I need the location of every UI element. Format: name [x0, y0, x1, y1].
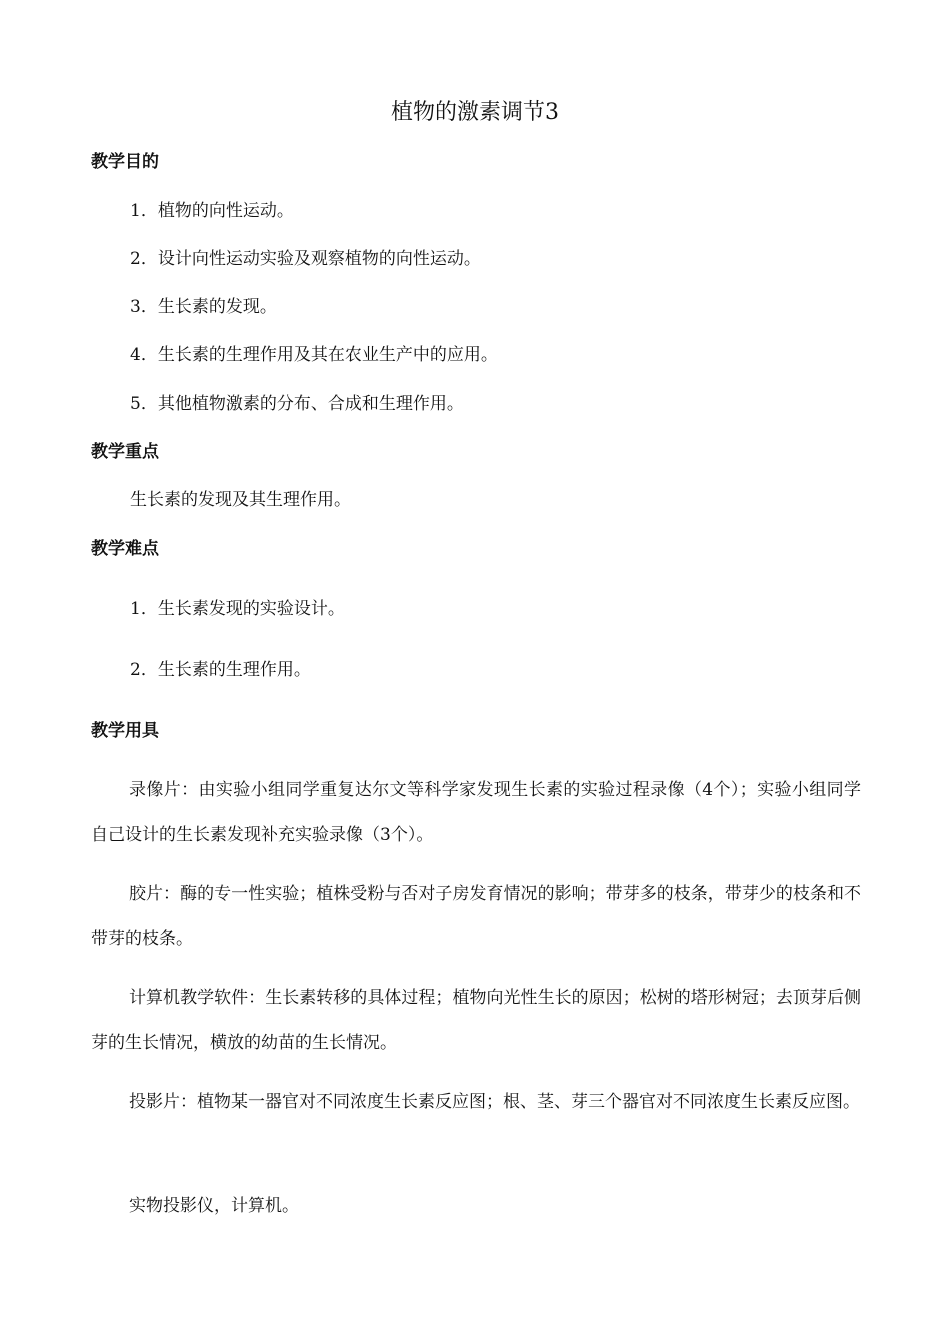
- objective-item-1: 1．植物的向性运动。: [130, 201, 294, 221]
- difficulty-item-1: 1．生长素发现的实验设计。: [130, 599, 345, 619]
- section-heading-difficulties: 教学难点: [91, 539, 159, 559]
- objective-item-2: 2．设计向性运动实验及观察植物的向性运动。: [130, 249, 481, 269]
- objective-item-5: 5．其他植物激素的分布、合成和生理作用。: [130, 394, 464, 414]
- section-heading-tools: 教学用具: [91, 721, 159, 741]
- key-points-text: 生长素的发现及其生理作用。: [130, 490, 351, 510]
- section-heading-objectives: 教学目的: [91, 152, 159, 172]
- tools-paragraph-4: 投影片：植物某一器官对不同浓度生长素反应图；根、茎、芽三个器官对不同浓度生长素反应图。: [129, 1092, 860, 1112]
- objective-item-4: 4．生长素的生理作用及其在农业生产中的应用。: [130, 345, 498, 365]
- document-title: 植物的激素调节3: [391, 100, 559, 125]
- tools-paragraph-3: 计算机教学软件：生长素转移的具体过程；植物向光性生长的原因；松树的塔形树冠；去顶芽后侧芽的生长情况，横放的幼苗的生长情况。: [91, 988, 861, 1053]
- tools-paragraph-5: 实物投影仪，计算机。: [129, 1196, 299, 1216]
- tools-paragraph-2: 胶片：酶的专一性实验；植株受粉与否对子房发育情况的影响；带芽多的枝条，带芽少的枝条和不带芽的枝条。: [91, 884, 861, 949]
- difficulty-item-2: 2．生长素的生理作用。: [130, 660, 311, 680]
- objective-item-3: 3．生长素的发现。: [130, 297, 277, 317]
- section-heading-key-points: 教学重点: [91, 442, 159, 462]
- tools-paragraph-1: 录像片：由实验小组同学重复达尔文等科学家发现生长素的实验过程录像（4个）；实验小组同学自己设计的生长素发现补充实验录像（3个）。: [91, 780, 861, 845]
